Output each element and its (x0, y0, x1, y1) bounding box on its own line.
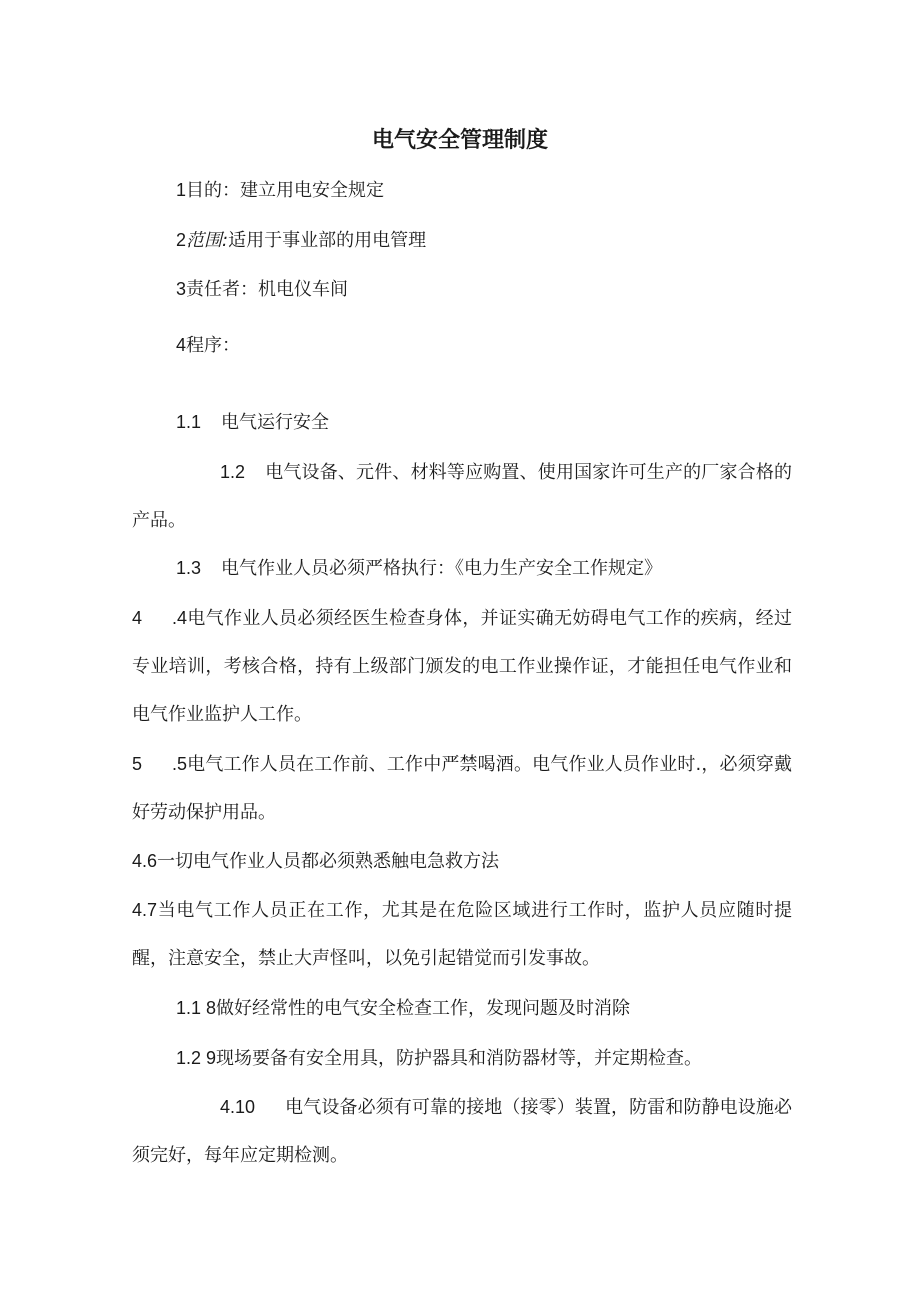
section-text: 电气设备、元件、材料等应购置、使用国家许可生产的厂家合格的产品。 (132, 462, 792, 531)
section-text: 电气工作人员在工作前、工作中严禁喝酒。电气作业人员作业时.，必须穿戴好劳动保护用品。 (132, 754, 792, 823)
section-1-1 (176, 398, 792, 447)
procedure-line (176, 321, 792, 370)
section-text: 一切电气作业人员都必须熟悉触电急救方法 (157, 851, 500, 872)
section-text: 现场要备有安全用具，防护器具和消防器材等，并定期检查。 (216, 1048, 703, 1069)
section-number: 1.1 (176, 412, 202, 432)
section-text: 电气运行安全 (221, 412, 330, 433)
section-number: 1.3 (176, 558, 202, 578)
scope-line (176, 216, 792, 265)
item-text: 适用于事业部的用电管理 (228, 230, 427, 251)
section-number: 1.2 9 (176, 1048, 217, 1068)
section-1-2 (132, 448, 792, 545)
section-4-8 (176, 984, 792, 1033)
section-4-7 (132, 886, 792, 983)
document-title: 电气安全管理制度 (371, 128, 548, 153)
section-1-3 (176, 544, 792, 593)
item-number: 4 (176, 335, 187, 355)
section-text: 电气作业人员必须经医生检查身体，并证实确无妨碍电气工作的疾病，经过专业培训，考核合格，持有上级部门颁发的电工作业操作证，才能担任电气作业和电气作业监护人工作。 (132, 608, 792, 725)
section-5-5 (132, 740, 792, 837)
section-4-9 (176, 1034, 792, 1083)
item-label: 范围: (186, 230, 229, 251)
section-subnumber: .5 (172, 754, 188, 774)
item-text: 目的：建立用电安全规定 (186, 180, 385, 201)
section-number: 4 (132, 608, 143, 628)
section-4-10 (132, 1083, 792, 1180)
item-text: 责任者：机电仪车间 (186, 279, 349, 300)
section-number: 5 (132, 754, 143, 774)
purpose-line (176, 166, 792, 215)
section-number: 1.2 (220, 462, 246, 482)
section-text: 电气作业人员必须严格执行：《电力生产安全工作规定》 (221, 558, 663, 579)
section-number: 1.1 8 (176, 998, 217, 1018)
section-4-4 (132, 594, 792, 739)
item-number: 2 (176, 230, 187, 250)
section-4-6 (132, 837, 792, 886)
section-text: 电气设备必须有可靠的接地（接零）装置，防雷和防静电设施必须完好，每年应定期检测。 (132, 1097, 792, 1166)
section-text: 做好经常性的电气安全检查工作，发现问题及时消除 (216, 998, 631, 1019)
section-subnumber: .4 (172, 608, 188, 628)
item-number: 1 (176, 180, 187, 200)
responsible-line (176, 265, 792, 314)
section-number: 4.6 (132, 851, 158, 871)
item-number: 3 (176, 279, 187, 299)
section-text: 当电气工作人员正在工作，尤其是在危险区域进行工作时，监护人员应随时提醒，注意安全，禁止大声怪叫，以免引起错觉而引发事故。 (132, 900, 792, 969)
item-text: 程序： (186, 335, 241, 356)
section-number: 4.10 (220, 1097, 256, 1117)
section-number: 4.7 (132, 900, 158, 920)
